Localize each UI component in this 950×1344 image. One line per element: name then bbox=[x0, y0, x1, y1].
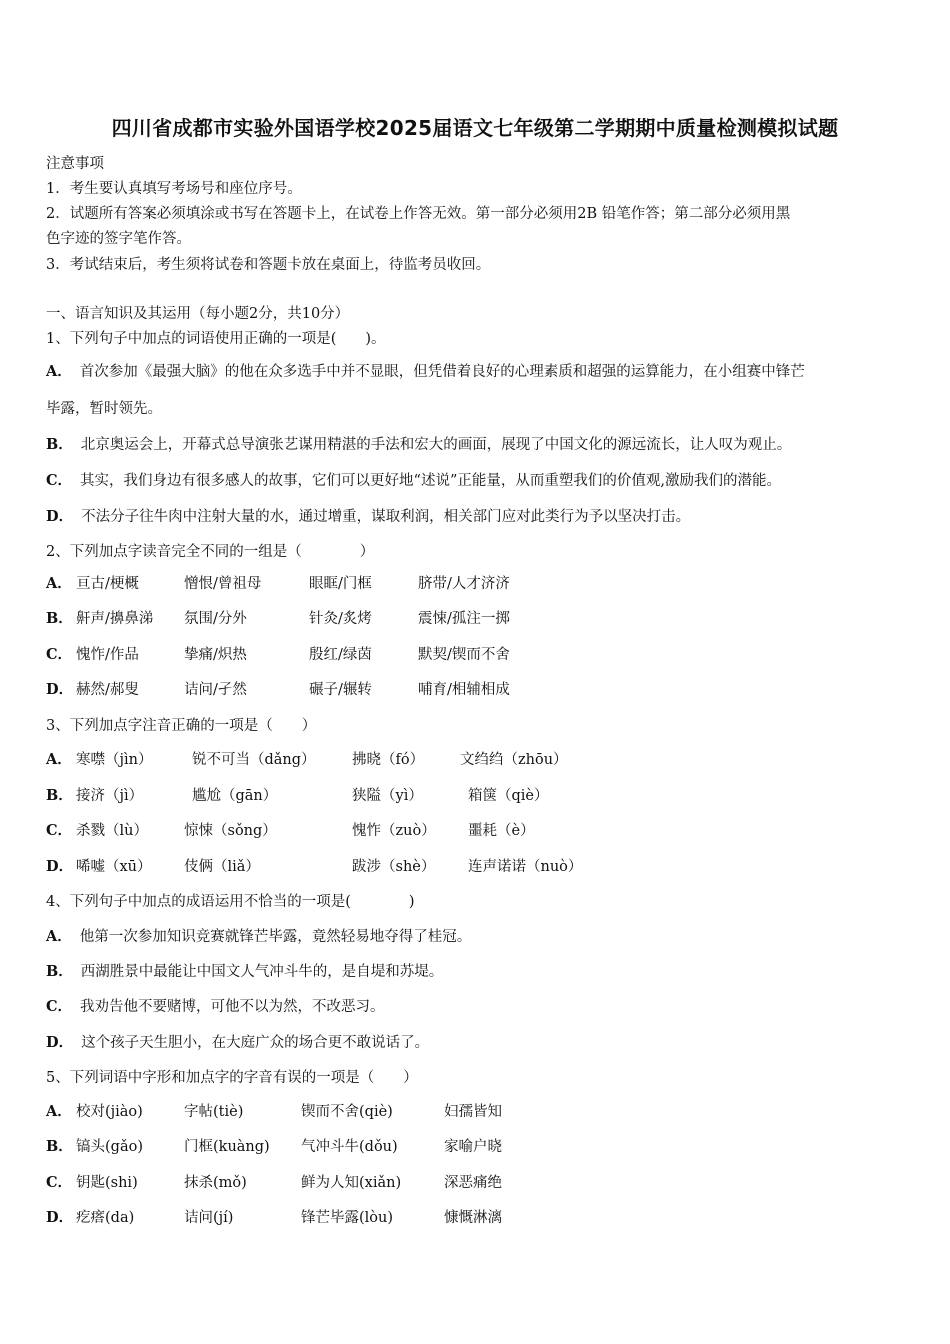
option-cell: 疙瘩(da) bbox=[76, 1210, 135, 1226]
option-cell: 愧怍/作品 bbox=[76, 647, 139, 663]
option-label: D． bbox=[46, 681, 74, 698]
q2-stem: 2、下列加点字读音完全不同的一组是（ ） bbox=[46, 544, 375, 560]
option-label: D． bbox=[46, 1209, 74, 1226]
option-text: 其实，我们身边有很多感人的故事，它们可以更好地“述说”正能量，从而重塑我们的价值观,激励我们的潜能。 bbox=[80, 473, 781, 489]
option-cell: 愧怍（zuò） bbox=[352, 823, 436, 839]
notice-item-2-cont: 色字迹的签字笔作答。 bbox=[46, 231, 191, 247]
option-cell: 默契/锲而不舍 bbox=[418, 647, 510, 663]
option-cell: 尴尬（gān） bbox=[192, 788, 278, 804]
option-cell: 慷慨淋漓 bbox=[444, 1210, 502, 1226]
option-cell: 拂晓（fó） bbox=[352, 752, 425, 768]
option-cell: 赫然/郝叟 bbox=[76, 682, 139, 698]
option-cell: 憎恨/曾祖母 bbox=[184, 576, 262, 592]
option-cell: 跋涉（shè） bbox=[352, 859, 436, 875]
option-cell: 眼眶/门框 bbox=[309, 576, 372, 592]
section-heading: 一、语言知识及其运用（每小题2分，共10分） bbox=[46, 306, 350, 322]
q1-option-b bbox=[46, 433, 791, 454]
option-cell: 抹杀(mǒ) bbox=[184, 1175, 247, 1191]
option-cell: 文绉绉（zhōu） bbox=[460, 752, 568, 768]
q4-option-b bbox=[46, 960, 443, 981]
option-cell: 诘问/孑然 bbox=[184, 682, 247, 698]
option-cell: 诘问(jí) bbox=[184, 1210, 234, 1226]
option-cell: 气冲斗牛(dǒu) bbox=[301, 1139, 398, 1155]
option-text: 这个孩子天生胆小，在大庭广众的场合更不敢说话了。 bbox=[81, 1035, 430, 1051]
option-cell: 妇孺皆知 bbox=[444, 1104, 502, 1120]
option-label: A． bbox=[46, 928, 72, 945]
option-text: 不法分子往牛肉中注射大量的水，通过增重，谋取利润，相关部门应对此类行为予以坚决打击。 bbox=[81, 509, 691, 525]
option-label: B． bbox=[46, 1138, 73, 1155]
option-cell: 狭隘（yì） bbox=[352, 788, 423, 804]
option-label: D． bbox=[46, 858, 74, 875]
option-label: A． bbox=[46, 363, 72, 380]
option-cell: 寒噤（jìn） bbox=[76, 752, 153, 768]
option-text: 北京奥运会上，开幕式总导演张艺谋用精湛的手法和宏大的画面，展现了中国文化的源远流长，让人叹为观止。 bbox=[80, 437, 792, 453]
option-label: C． bbox=[46, 472, 73, 489]
option-label: C． bbox=[46, 998, 73, 1015]
option-cell: 锐不可当（dǎng） bbox=[192, 752, 316, 768]
option-text: 西湖胜景中最能让中国文人气冲斗牛的，是自堤和苏堤。 bbox=[80, 964, 444, 980]
option-cell: 亘古/梗概 bbox=[76, 576, 139, 592]
option-cell: 箱箧（qiè） bbox=[468, 788, 549, 804]
q5-stem: 5、下列词语中字形和加点字的字音有误的一项是（ ） bbox=[46, 1070, 418, 1086]
option-cell: 挚痛/炽热 bbox=[184, 647, 247, 663]
option-label: C． bbox=[46, 646, 73, 663]
notice-item-1: 1．考生要认真填写考场号和座位序号。 bbox=[46, 181, 302, 197]
option-label: B． bbox=[46, 963, 73, 980]
option-cell: 锋芒毕露(lòu) bbox=[301, 1210, 394, 1226]
option-cell: 鼾声/擤鼻涕 bbox=[76, 611, 154, 627]
option-cell: 字帖(tiè) bbox=[184, 1104, 244, 1120]
option-cell: 接济（jì） bbox=[76, 788, 144, 804]
q4-option-a bbox=[46, 925, 471, 946]
q1-option-a bbox=[46, 360, 805, 381]
option-cell: 震悚/孤注一掷 bbox=[418, 611, 510, 627]
option-cell: 惊悚（sǒng） bbox=[184, 823, 277, 839]
q4-option-c bbox=[46, 995, 385, 1016]
option-label: C． bbox=[46, 1174, 73, 1191]
notice-item-2: 2．试题所有答案必须填涂或书写在答题卡上，在试卷上作答无效。第一部分必须用2B 铅笔作答；第二部分必须用黑 bbox=[46, 206, 791, 222]
exam-title: 四川省成都市实验外国语学校2025届语文七年级第二学期期中质量检测模拟试题 bbox=[111, 116, 839, 140]
option-cell: 伎俩（liǎ） bbox=[184, 859, 260, 875]
q4-option-d bbox=[46, 1031, 429, 1052]
option-label: B． bbox=[46, 610, 73, 627]
option-cell: 鲜为人知(xiǎn) bbox=[301, 1175, 402, 1191]
notice-item-3: 3．考试结束后，考生须将试卷和答题卡放在桌面上，待监考员收回。 bbox=[46, 257, 491, 273]
q1-option-a-cont: 毕露，暂时领先。 bbox=[46, 401, 162, 417]
q1-option-d bbox=[46, 505, 690, 526]
option-label: B． bbox=[46, 436, 73, 453]
option-cell: 家喻户晓 bbox=[444, 1139, 502, 1155]
option-text: 首次参加《最强大脑》的他在众多选手中并不显眼，但凭借着良好的心理素质和超强的运算能力，在小组赛中锋芒 bbox=[79, 364, 805, 380]
option-label: D． bbox=[46, 508, 74, 525]
option-label: C． bbox=[46, 822, 73, 839]
option-label: A． bbox=[46, 575, 72, 592]
option-cell: 深恶痛绝 bbox=[444, 1175, 502, 1191]
option-cell: 门框(kuàng) bbox=[184, 1139, 270, 1155]
q3-stem: 3、下列加点字注音正确的一项是（ ） bbox=[46, 718, 317, 734]
option-text: 他第一次参加知识竞赛就锋芒毕露，竟然轻易地夺得了桂冠。 bbox=[79, 929, 472, 945]
option-cell: 杀戮（lù） bbox=[76, 823, 148, 839]
option-cell: 氛围/分外 bbox=[184, 611, 247, 627]
option-cell: 锲而不舍(qiè) bbox=[301, 1104, 393, 1120]
option-cell: 殷红/绿茵 bbox=[309, 647, 372, 663]
option-label: D． bbox=[46, 1034, 74, 1051]
option-label: A． bbox=[46, 751, 72, 768]
q1-option-c bbox=[46, 469, 781, 490]
notice-heading: 注意事项 bbox=[46, 156, 104, 172]
option-cell: 脐带/人才济济 bbox=[418, 576, 510, 592]
option-label: A． bbox=[46, 1103, 72, 1120]
option-cell: 钥匙(shi) bbox=[76, 1175, 138, 1191]
option-cell: 针灸/炙烤 bbox=[309, 611, 372, 627]
option-label: B． bbox=[46, 787, 73, 804]
option-cell: 校对(jiào) bbox=[76, 1104, 143, 1120]
option-cell: 哺育/相辅相成 bbox=[418, 682, 510, 698]
option-text: 我劝告他不要赌博，可他不以为然，不改恶习。 bbox=[80, 999, 385, 1015]
option-cell: 唏嘘（xū） bbox=[76, 859, 152, 875]
q1-stem: 1、下列句子中加点的词语使用正确的一项是( )。 bbox=[46, 331, 386, 347]
option-cell: 噩耗（è） bbox=[468, 823, 535, 839]
option-cell: 镐头(gǎo) bbox=[76, 1139, 143, 1155]
option-cell: 碾子/辗转 bbox=[309, 682, 372, 698]
q4-stem: 4、下列句子中加点的成语运用不恰当的一项是( ) bbox=[46, 894, 415, 910]
option-cell: 连声诺诺（nuò） bbox=[468, 859, 583, 875]
